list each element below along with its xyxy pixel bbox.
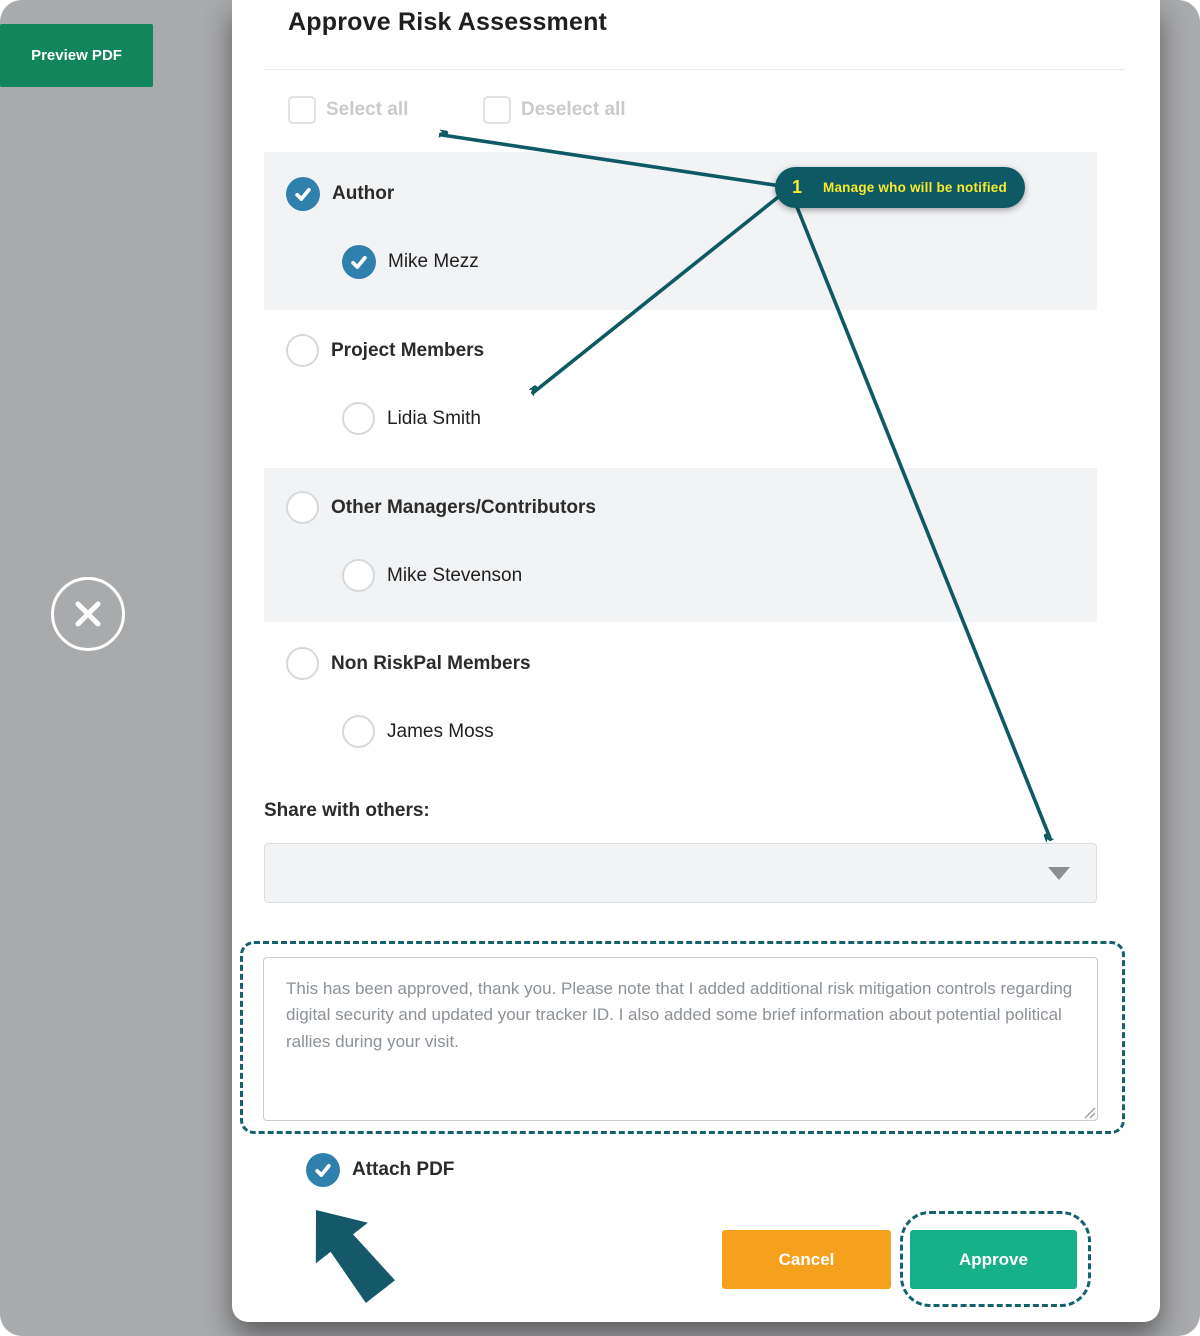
modal-title: Approve Risk Assessment <box>288 8 608 36</box>
group-label: Non RiskPal Members <box>331 652 531 674</box>
check-icon <box>349 252 369 272</box>
cancel-button[interactable]: Cancel <box>722 1230 891 1289</box>
resize-handle-icon[interactable] <box>1082 1105 1096 1119</box>
tooltip-label: Manage who will be notified <box>823 180 1007 195</box>
member-row-mike-stevenson[interactable] <box>342 559 522 592</box>
member-row-james-moss[interactable] <box>342 715 494 748</box>
member-row-mike-mezz[interactable] <box>342 245 479 279</box>
deselect-all-checkbox[interactable] <box>483 96 511 124</box>
select-all-control[interactable] <box>288 96 408 124</box>
group-label: Author <box>332 183 395 204</box>
member-label: Mike Mezz <box>388 251 479 272</box>
group-row-author[interactable] <box>286 177 394 211</box>
unchecked-checkbox-icon[interactable] <box>342 559 375 592</box>
member-row-lidia-smith[interactable] <box>342 402 481 435</box>
unchecked-checkbox-icon[interactable] <box>286 647 319 680</box>
group-label: Project Members <box>331 339 485 361</box>
check-icon <box>313 1160 333 1180</box>
group-row-other-managers[interactable] <box>286 491 596 524</box>
member-label: Mike Stevenson <box>387 564 523 586</box>
check-icon <box>293 184 313 204</box>
checked-checkbox-icon[interactable] <box>306 1153 340 1187</box>
share-with-others-select[interactable] <box>264 843 1097 903</box>
attach-pdf-label: Attach PDF <box>352 1159 455 1180</box>
select-all-label: Select all <box>326 99 409 120</box>
approve-button[interactable]: Approve <box>910 1230 1077 1289</box>
group-label: Other Managers/Contributors <box>331 496 596 518</box>
group-row-non-riskpal[interactable] <box>286 647 531 680</box>
deselect-all-control[interactable] <box>483 96 626 124</box>
close-button[interactable] <box>51 577 125 651</box>
step-number-badge: 1 <box>792 177 803 197</box>
unchecked-checkbox-icon[interactable] <box>342 402 375 435</box>
preview-pdf-button[interactable]: Preview PDF <box>0 24 153 87</box>
select-all-checkbox[interactable] <box>288 96 316 124</box>
group-row-project-members[interactable] <box>286 334 484 367</box>
member-label: James Moss <box>387 720 494 742</box>
comment-textarea[interactable] <box>263 957 1098 1121</box>
unchecked-checkbox-icon[interactable] <box>286 491 319 524</box>
unchecked-checkbox-icon[interactable] <box>286 334 319 367</box>
notification-tooltip <box>775 167 1025 208</box>
checked-checkbox-icon[interactable] <box>286 177 320 211</box>
member-label: Lidia Smith <box>387 407 481 429</box>
deselect-all-label: Deselect all <box>521 99 626 120</box>
close-icon <box>70 596 106 632</box>
share-with-others-label: Share with others: <box>264 800 430 821</box>
attach-pdf-control[interactable] <box>306 1153 454 1187</box>
unchecked-checkbox-icon[interactable] <box>342 715 375 748</box>
checked-checkbox-icon[interactable] <box>342 245 376 279</box>
chevron-down-icon <box>1048 867 1070 880</box>
title-divider <box>264 69 1125 70</box>
